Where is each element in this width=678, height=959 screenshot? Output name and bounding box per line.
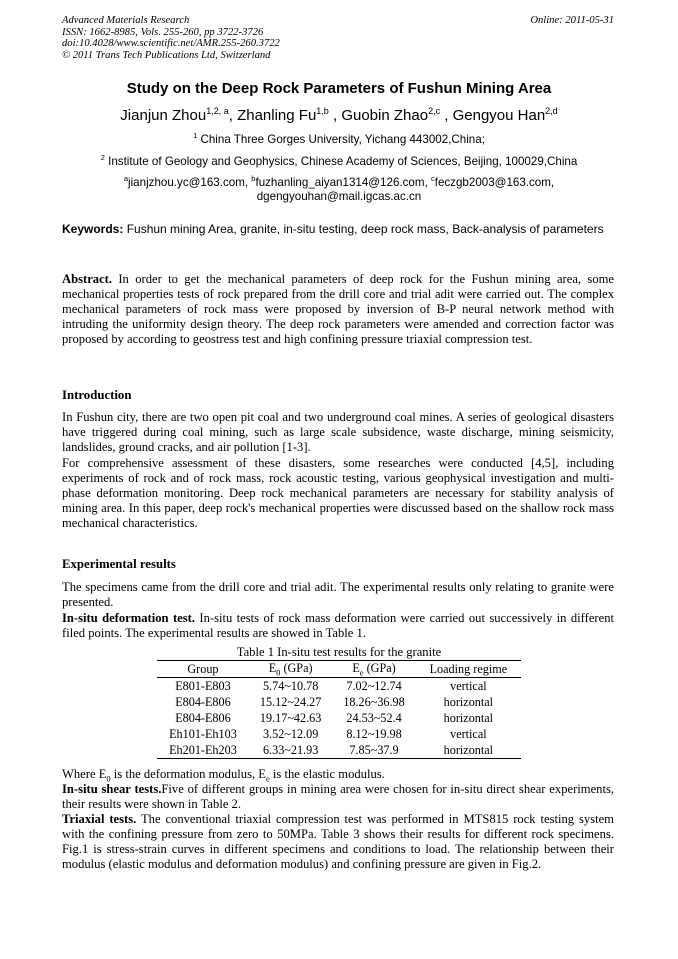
- email-line-2: [0, 190, 678, 203]
- table-cell: horizontal: [416, 742, 521, 759]
- experimental-paragraph-2: In-situ deformation test. In-situ tests of rock mass deformation were carried out successively in different filed points. The experimental results are showed in Table 1.: [62, 611, 614, 640]
- table-cell: E801-E803: [175, 678, 231, 693]
- table-cell: Eh201-Eh203: [157, 742, 249, 759]
- table-cell: E804-E806: [175, 710, 231, 725]
- journal-name: Advanced Materials Research: [62, 15, 190, 26]
- section-heading-experimental: Experimental results: [62, 557, 176, 571]
- table-cell: 6.33~21.93: [249, 742, 332, 759]
- table-row: [157, 694, 521, 710]
- email-line-1: $^a$jianjzhou.yc@163.com, $^b$fuzhanling_aiyan1314@126.com, $^c$feczgb2003@163.com,: [123, 174, 555, 189]
- paper-title: Study on the Deep Rock Parameters of Fushun Mining Area: [126, 80, 552, 97]
- email-address: jianjzhou.yc@163.com,: [128, 175, 252, 189]
- experimental-paragraph-1: The specimens came from the drill core and trial adit. The experimental results only relating to granite were presented.: [62, 580, 614, 609]
- author-name: Jianjun Zhou: [120, 107, 207, 124]
- table-row: [157, 726, 521, 742]
- copyright-line: © 2011 Trans Tech Publications Ltd, Switzerland: [62, 49, 271, 61]
- author-affiliation-mark: 1,2, a: [206, 106, 229, 116]
- table-cell: horizontal: [443, 694, 494, 709]
- column-header-loading: Loading regime: [416, 661, 521, 678]
- affiliation-1: $^1$ China Three Gorges University, Yichang 443002,China;: [193, 131, 485, 146]
- author-list: Jianjun Zhou$^{1,2, a}$, Zhanling Fu$^{1,b}$ , Guobin Zhao$^{2,c}$ , Gengyou Han$^{2,d}$: [120, 106, 558, 124]
- email-address: feczgb2003@163.com,: [434, 175, 555, 189]
- triaxial-paragraph: Triaxial tests. The conventional triaxial compression test was performed in MTS815 rock testing system with the confining pressure from zero to 50MPa. Table 3 shows their results for different rock specimens. Fig.1 is stress-strain curves in different specimens and conditions to load. The relationship between their modulus (elastic modulus and deformation modulus) and confining pressure are given in Fig.2.: [62, 812, 614, 871]
- table-cell: vertical: [450, 678, 487, 693]
- abstract: [62, 272, 614, 347]
- section-heading-introduction: Introduction: [62, 388, 132, 402]
- intro-paragraph-1: In Fushun city, there are two open pit coal and two underground coal mines. A series of geological disasters have triggered during coal mining, such as large scale subsidence, waste discharge, mining seismicity, landslides, ground cracks, and air pollution [1-3].: [62, 410, 614, 454]
- subsection-label-deformation: In-situ deformation test.: [62, 611, 195, 625]
- issn-line: ISSN: 1662-8985, Vols. 255-260, pp 3722-3726: [62, 26, 264, 38]
- author-affiliation-mark: 2,c: [428, 106, 441, 116]
- table-cell: horizontal: [443, 710, 494, 725]
- column-header-ee: $E_e$ (GPa): [332, 661, 415, 678]
- keywords-label: Keywords:: [62, 222, 124, 236]
- table-row: [157, 710, 521, 726]
- table-cell: 5.74~10.78: [262, 678, 319, 693]
- table-cell: 8.12~19.98: [346, 726, 402, 741]
- subsection-label-triaxial: Triaxial tests.: [62, 812, 137, 826]
- doi-line: doi:10.4028/www.scientific.net/AMR.255-260.3722: [62, 38, 280, 50]
- table-cell: 3.52~12.09: [262, 726, 319, 741]
- online-date: Online: 2011-05-31: [530, 15, 614, 26]
- intro-paragraph-2: For comprehensive assessment of these disasters, some researches were conducted [4,5], including experiments of rock and of rock mass, rock acoustic testing, various geophysical investigation and multi-phase deformation monitoring. Deep rock mechanical parameters are necessary for stability analysis of mining area. In this paper, deep rock's mechanical properties were discussed based on the shallow rock mass mechanical characteristics.: [62, 456, 614, 530]
- email-address: dgengyouhan@mail.igcas.ac.cn: [256, 190, 422, 203]
- shear-paragraph: In-situ shear tests.Five of different groups in mining area were chosen for in-situ direct shear experiments, their results were shown in Table 2.: [62, 782, 615, 811]
- author-name: Gengyou Han: [452, 107, 546, 124]
- table-row: [157, 678, 521, 695]
- keywords: [62, 222, 614, 236]
- keywords-text: Fushun mining Area, granite, in-situ testing, deep rock mass, Back-analysis of parameters: [123, 222, 604, 236]
- subsection-label-shear: In-situ shear tests.: [62, 782, 162, 796]
- abstract-label: Abstract.: [62, 272, 113, 286]
- table-cell: 7.85~37.9: [332, 742, 415, 759]
- table-cell: 18.26~36.98: [343, 694, 405, 709]
- table-cell: 15.12~24.27: [259, 694, 322, 709]
- table-cell: E804-E806: [175, 694, 231, 709]
- table-footnote: Where $E_0$ is the deformation modulus, $E_e$ is the elastic modulus.: [62, 767, 385, 784]
- column-header-group: Group: [157, 661, 249, 678]
- table-cell: 24.53~52.4: [346, 710, 402, 725]
- affiliation-2: $^2$ Institute of Geology and Geophysics, Chinese Academy of Sciences, Beijing, 100029,China: [100, 153, 578, 168]
- table-header-row: [157, 661, 521, 678]
- results-table: [157, 660, 521, 759]
- journal-header: [62, 15, 614, 61]
- author-name: Zhanling Fu: [237, 107, 317, 124]
- author-name: Guobin Zhao: [341, 107, 429, 124]
- email-address: fuzhanling_aiyan1314@126.com,: [255, 175, 431, 189]
- author-affiliation-mark: 2,d: [545, 106, 558, 116]
- abstract-text: In order to get the mechanical parameters of deep rock for the Fushun mining area, some mechanical properties tests of rock prepared from the drill core and trial adit were carried out. The complex mechanical parameters of rock mass were proposed by inversion of B-P neural network method with intruding the uniformity design theory. The deep rock parameters were amended and correction factor was proposed by according to geostress test and high confining pressure triaxial compression test.: [62, 272, 614, 346]
- table-cell: 19.17~42.63: [259, 710, 322, 725]
- table-cell: 7.02~12.74: [346, 678, 402, 693]
- table-row: [157, 742, 521, 759]
- author-affiliation-mark: 1,b: [316, 106, 329, 116]
- table-caption: Table 1 In-situ test results for the granite: [236, 645, 442, 659]
- table-cell: vertical: [450, 726, 487, 741]
- table-cell: Eh101-Eh103: [169, 726, 237, 741]
- column-header-e0: $E_0$ (GPa): [249, 661, 332, 678]
